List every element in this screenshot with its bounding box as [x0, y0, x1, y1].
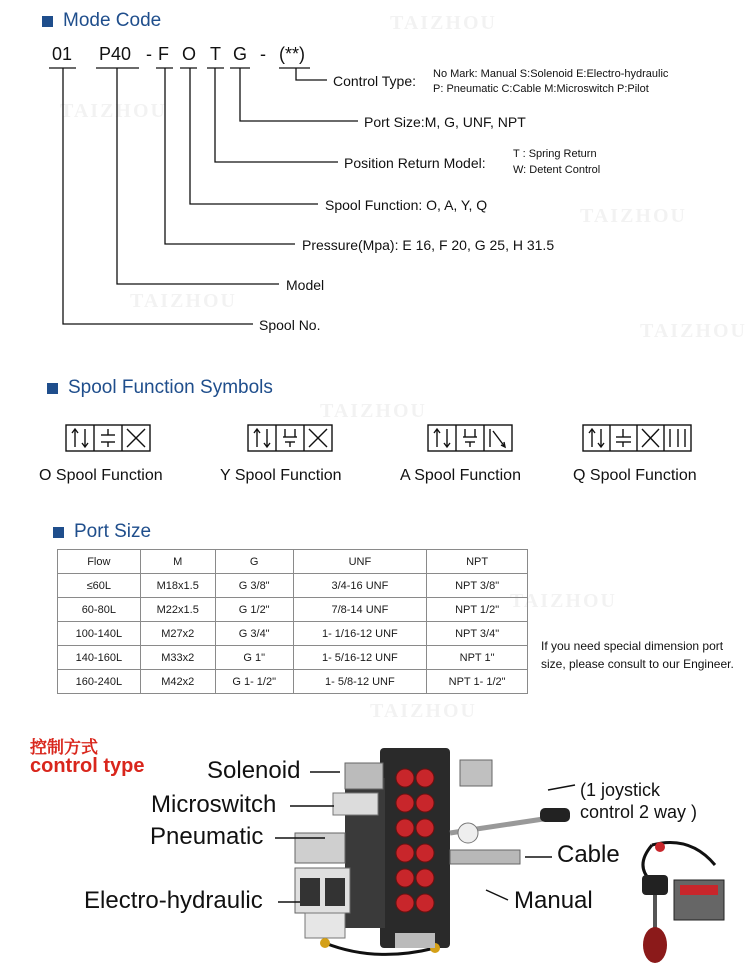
table-cell: 1- 5/8-12 UNF [293, 670, 427, 694]
control-pointer-lines [0, 740, 750, 940]
column-header: Flow [58, 550, 141, 574]
table-row [58, 646, 528, 670]
column-header: G [215, 550, 293, 574]
watermark: TAIZHOU [130, 290, 237, 312]
table-cell: ≤60L [58, 574, 141, 598]
spool-symbols-heading [47, 377, 273, 399]
port-size-title: Port Size [74, 521, 152, 542]
table-cell: NPT 1/2" [427, 598, 528, 622]
table-cell: M42x2 [140, 670, 215, 694]
table-cell: G 1- 1/2" [215, 670, 293, 694]
table-cell: M27x2 [140, 622, 215, 646]
table-cell: G 1/2" [215, 598, 293, 622]
watermark: TAIZHOU [370, 700, 477, 722]
control-type-options-line1: No Mark: Manual S:Solenoid E:Electro-hydraulic [433, 68, 669, 80]
code-token-spool-no: 01 [52, 44, 73, 64]
code-token-pressure: F [158, 44, 169, 64]
code-token-position-return: T [210, 44, 221, 64]
spool-label-y: Y Spool Function [220, 467, 342, 484]
joystick-note-line1: (1 joystick [580, 780, 661, 800]
model-label: Model [286, 277, 325, 293]
table-cell: G 3/8" [215, 574, 293, 598]
spool-no-label: Spool No. [259, 317, 321, 333]
control-type-options-line2: P: Pneumatic C:Cable M:Microswitch P:Pilot [433, 83, 649, 95]
heading-square-icon [47, 383, 58, 394]
table-cell: 160-240L [58, 670, 141, 694]
table-cell: G 3/4" [215, 622, 293, 646]
control-label-electro-hydraulic: Electro-hydraulic [84, 887, 263, 914]
code-token-dash: - [146, 44, 152, 64]
code-token-control-type: (**) [279, 44, 305, 64]
mode-code-title: Mode Code [63, 10, 162, 31]
position-return-label: Position Return Model: [344, 155, 486, 171]
spool-label-q: Q Spool Function [573, 467, 697, 484]
control-label-manual: Manual [514, 887, 593, 914]
heading-square-icon [53, 527, 64, 538]
spool-symbol-y [247, 423, 333, 453]
table-cell: G 1" [215, 646, 293, 670]
spool-symbol-a [427, 423, 513, 453]
table-cell: 140-160L [58, 646, 141, 670]
spool-label-a: A Spool Function [400, 467, 521, 484]
table-row [58, 670, 528, 694]
control-label-microswitch: Microswitch [151, 791, 277, 818]
table-cell: NPT 1- 1/2" [427, 670, 528, 694]
table-cell: M33x2 [140, 646, 215, 670]
control-type-title-cn: 控制方式 [30, 738, 98, 757]
code-token-model: P40 [99, 44, 132, 64]
table-cell: 3/4-16 UNF [293, 574, 427, 598]
control-label-pneumatic: Pneumatic [150, 823, 264, 850]
spool-label-o: O Spool Function [39, 467, 163, 484]
port-size-note: If you need special dimension port size, please consult to our Engineer. [541, 639, 734, 671]
watermark: TAIZHOU [510, 590, 617, 612]
control-type-label: Control Type: [333, 73, 417, 89]
port-size-table [57, 549, 528, 694]
table-cell: 60-80L [58, 598, 141, 622]
table-row [58, 598, 528, 622]
position-return-option-spring: T : Spring Return [513, 148, 597, 160]
pressure-label: Pressure(Mpa): E 16, F 20, G 25, H 31.5 [302, 237, 555, 253]
code-token-port-size: G [233, 44, 248, 64]
column-header: NPT [427, 550, 528, 574]
table-cell: 7/8-14 UNF [293, 598, 427, 622]
spool-function-label: Spool Function: O, A, Y, Q [325, 197, 488, 213]
table-cell: NPT 3/4" [427, 622, 528, 646]
table-cell: 1- 5/16-12 UNF [293, 646, 427, 670]
port-size-label: Port Size:M, G, UNF, NPT [364, 114, 526, 130]
table-cell: NPT 1" [427, 646, 528, 670]
table-cell: M22x1.5 [140, 598, 215, 622]
port-size-heading [53, 521, 151, 543]
spool-symbol-o [65, 423, 151, 453]
control-label-solenoid: Solenoid [207, 757, 301, 784]
column-header: M [140, 550, 215, 574]
table-cell: 1- 1/16-12 UNF [293, 622, 427, 646]
watermark: TAIZHOU [60, 100, 167, 122]
position-return-option-detent: W: Detent Control [513, 164, 601, 176]
control-label-cable: Cable [557, 841, 620, 868]
watermark: TAIZHOU [320, 400, 427, 422]
watermark: TAIZHOU [390, 12, 497, 34]
table-header-row [58, 550, 528, 574]
control-type-title-en: control type [30, 755, 145, 777]
spool-symbols-title: Spool Function Symbols [68, 377, 273, 398]
watermark: TAIZHOU [640, 320, 747, 342]
column-header: UNF [293, 550, 427, 574]
watermark: TAIZHOU [580, 205, 687, 227]
code-token-spool-function: O [182, 44, 197, 64]
table-cell: M18x1.5 [140, 574, 215, 598]
spool-symbol-q [582, 423, 692, 453]
table-row [58, 574, 528, 598]
code-token-dash: - [260, 44, 266, 64]
table-row [58, 622, 528, 646]
joystick-note-line2: control 2 way ) [580, 802, 698, 822]
table-cell: 100-140L [58, 622, 141, 646]
table-cell: NPT 3/8" [427, 574, 528, 598]
